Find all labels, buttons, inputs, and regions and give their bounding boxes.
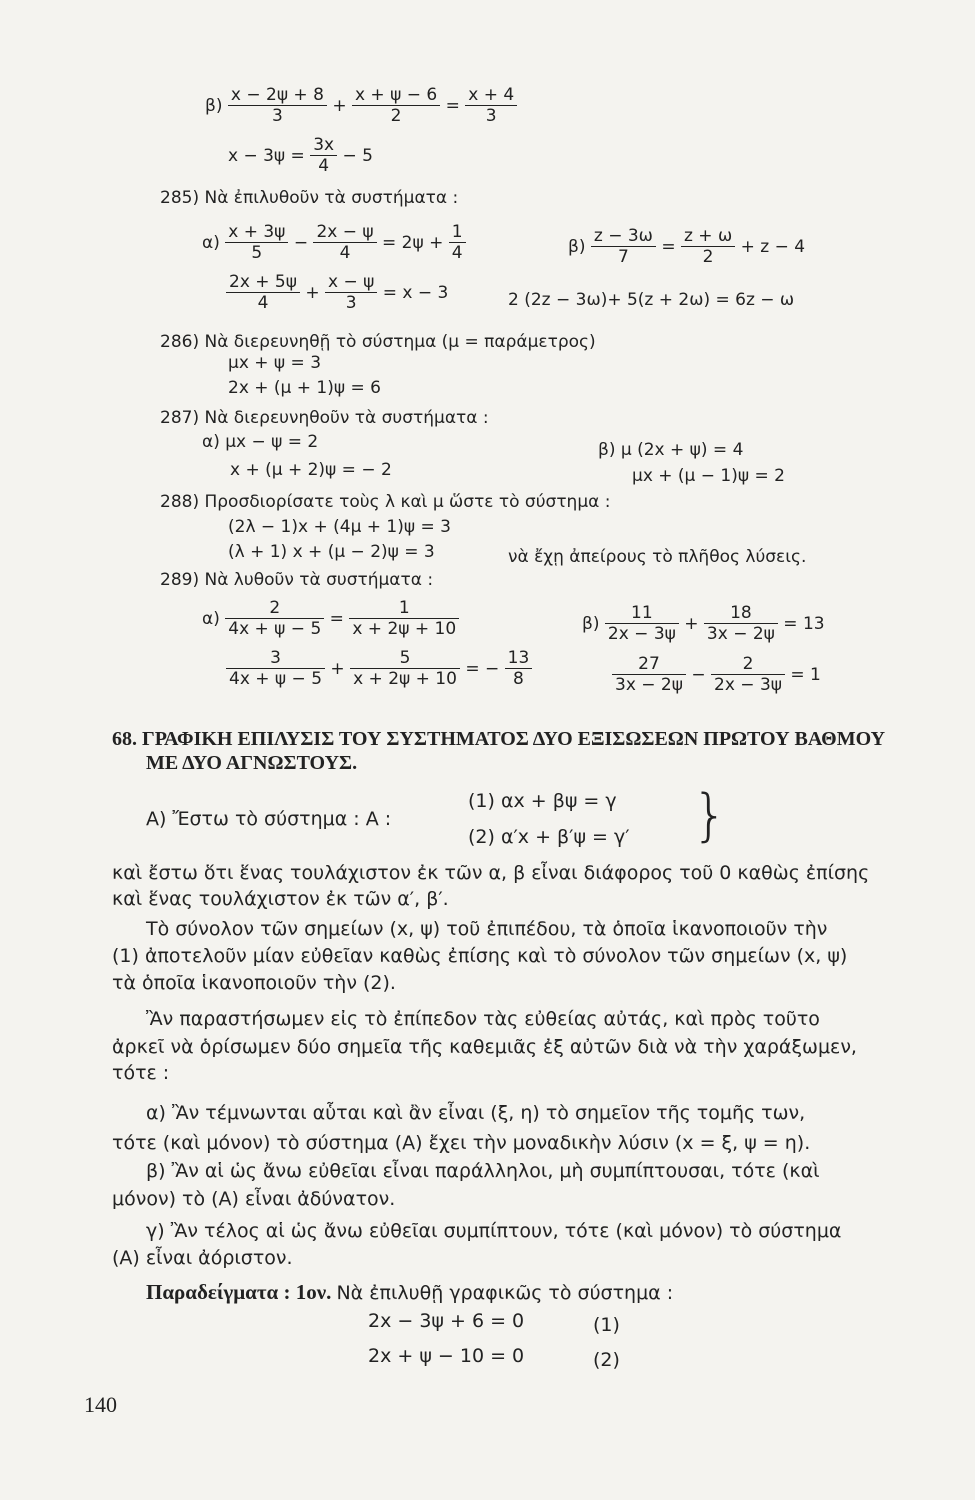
example-eq2-number: (2) bbox=[593, 1349, 620, 1371]
paragraph1-line2: καὶ ἕνας τουλάχιστον ἐκ τῶν α′, β′. bbox=[112, 888, 449, 910]
ex287-title: 287) Νὰ διερευνηθοῦν τὰ συστήματα : bbox=[160, 408, 489, 428]
case-a-line1: α) Ἂν τέμνωνται αὗται καὶ ἂν εἶναι (ξ, η) τὸ σημεῖον τῆς τομῆς των, bbox=[146, 1102, 806, 1124]
fraction: $\frac{x - 2\psi + 8}{3}$ bbox=[228, 85, 327, 126]
fraction: $\frac{z - 3\omega}{7}$ bbox=[591, 226, 656, 267]
fraction: $\frac{x + 3\psi}{5}$ bbox=[225, 222, 288, 263]
paragraph2-line2: (1) ἀποτελοῦν μίαν εὐθεῖαν καθὼς ἐπίσης καὶ τὸ σύνολον τῶν σημείων (x, ψ) bbox=[112, 945, 848, 967]
case-c-line2: (Α) εἶναι ἀόριστον. bbox=[112, 1247, 293, 1269]
paragraph2-line3: τὰ ὁποῖα ἱκανοποιοῦν τὴν (2). bbox=[112, 972, 396, 994]
fraction: $\frac{2x + 5\psi}{4}$ bbox=[226, 272, 300, 313]
fraction: $\frac{18}{3x - 2\psi}$ bbox=[704, 603, 778, 644]
fraction: $\frac{x - \psi}{3}$ bbox=[325, 272, 377, 313]
fraction: $\frac{13}{8}$ bbox=[505, 648, 533, 689]
fraction: $\frac{1}{x + 2\psi + 10}$ bbox=[349, 598, 459, 639]
examples-text: Νὰ ἐπιλυθῇ γραφικῶς τὸ σύστημα : bbox=[336, 1282, 674, 1304]
examples-label: Παραδείγματα : 1ον. bbox=[146, 1280, 332, 1304]
fraction: $\frac{3}{4x + \psi - 5}$ bbox=[226, 648, 325, 689]
ex284b-line2: x − 3ψ = $\frac{3x}{4}$ − 5 bbox=[228, 135, 373, 176]
example-eq2: 2x + ψ − 10 = 0 bbox=[368, 1345, 525, 1367]
ex287b-line2: μx + (μ − 1)ψ = 2 bbox=[632, 466, 785, 486]
ex284b-label: β) bbox=[205, 95, 223, 116]
fraction: $\frac{3x}{4}$ bbox=[310, 135, 337, 176]
ex288-line1: (2λ − 1)x + (4μ + 1)ψ = 3 bbox=[228, 517, 451, 537]
ex285a-line1: α) $\frac{x + 3\psi}{5}$ − $\frac{2x - \psi}{4}$ = 2ψ + $\frac{1}{4}$ bbox=[202, 222, 466, 263]
fraction: $\frac{x + \psi - 6}{2}$ bbox=[352, 85, 440, 126]
ex285a-line2: $\frac{2x + 5\psi}{4}$ + $\frac{x - \psi}{3}$ = x − 3 bbox=[226, 272, 448, 313]
case-c-line1: γ) Ἂν τέλος αἱ ὡς ἄνω εὐθεῖαι συμπίπτουν, τότε (καὶ μόνον) τὸ σύστημα bbox=[146, 1220, 842, 1242]
paragraph3-line3: τότε : bbox=[112, 1062, 170, 1084]
fraction: $\frac{z + \omega}{2}$ bbox=[681, 226, 735, 267]
ex289b-line1: β) $\frac{11}{2x - 3\psi}$ + $\frac{18}{3x - 2\psi}$ = 13 bbox=[582, 603, 825, 644]
ex285b-line1: β) $\frac{z - 3\omega}{7}$ = $\frac{z + \omega}{2}$ + z − 4 bbox=[568, 226, 806, 267]
fraction: $\frac{27}{3x - 2\psi}$ bbox=[612, 654, 686, 695]
section-heading-line2: ΜΕ ΔΥΟ ΑΓΝΩΣΤΟΥΣ. bbox=[146, 752, 358, 774]
case-b-line1: β) Ἂν αἱ ὡς ἄνω εὐθεῖαι εἶναι παράλληλοι, μὴ συμπίπτουσαι, τότε (καὶ bbox=[146, 1160, 820, 1182]
paragraph3-line2: ἀρκεῖ νὰ ὁρίσωμεν δύο σημεῖα τῆς καθεμιᾶς ἐξ αὐτῶν διὰ νὰ τὴν χαράξωμεν, bbox=[112, 1036, 857, 1058]
system-intro: Α) Ἔστω τὸ σύστημα : Α : bbox=[146, 808, 392, 830]
ex285-title: 285) Νὰ ἐπιλυθοῦν τὰ συστήματα : bbox=[160, 188, 459, 208]
system-eq2: (2) α′x + β′ψ = γ′ bbox=[468, 826, 630, 848]
case-b-line2: μόνον) τὸ (Α) εἶναι ἀδύνατον. bbox=[112, 1188, 396, 1210]
ex289a-line2: $\frac{3}{4x + \psi - 5}$ + $\frac{5}{x + 2\psi + 10}$ = − $\frac{13}{8}$ bbox=[226, 648, 532, 689]
system-right-brace: } bbox=[692, 783, 728, 848]
ex288-line2: (λ + 1) x + (μ − 2)ψ = 3 bbox=[228, 542, 435, 562]
system-eq1: (1) αx + βψ = γ bbox=[468, 790, 617, 812]
ex287b-line1: β) μ (2x + ψ) = 4 bbox=[598, 440, 744, 460]
ex289b-line2: $\frac{27}{3x - 2\psi}$ − $\frac{2}{2x - 3\psi}$ = 1 bbox=[612, 654, 821, 695]
fraction: $\frac{x + 4}{3}$ bbox=[465, 85, 517, 126]
fraction: $\frac{2}{4x + \psi - 5}$ bbox=[225, 598, 324, 639]
case-a-line2: τότε (καὶ μόνον) τὸ σύστημα (Α) ἔχει τὴν μοναδικὴν λύσιν (x = ξ, ψ = η). bbox=[112, 1132, 811, 1154]
paragraph1-line1: καὶ ἔστω ὅτι ἕνας τουλάχιστον ἐκ τῶν α, β εἶναι διάφορος τοῦ 0 καθὼς ἐπίσης bbox=[112, 862, 870, 884]
examples-line bbox=[146, 1280, 673, 1305]
ex288-note: νὰ ἔχῃ ἀπείρους τὸ πλῆθος λύσεις. bbox=[508, 547, 807, 567]
paragraph3-line1: Ἂν παραστήσωμεν εἰς τὸ ἐπίπεδον τὰς εὐθείας αὐτάς, καὶ πρὸς τοῦτο bbox=[146, 1008, 820, 1030]
ex284b-line1: β) $\frac{x - 2\psi + 8}{3}$ + $\frac{x + \psi - 6}{2}$ = $\frac{x + 4}{3}$ bbox=[205, 85, 517, 126]
ex289a-line1: α) $\frac{2}{4x + \psi - 5}$ = $\frac{1}{x + 2\psi + 10}$ bbox=[202, 598, 459, 639]
fraction: $\frac{5}{x + 2\psi + 10}$ bbox=[350, 648, 460, 689]
fraction: $\frac{2}{2x - 3\psi}$ bbox=[711, 654, 785, 695]
example-eq1-number: (1) bbox=[593, 1314, 620, 1336]
ex287a-line2: x + (μ + 2)ψ = − 2 bbox=[230, 460, 392, 480]
fraction: $\frac{1}{4}$ bbox=[449, 222, 466, 263]
fraction: $\frac{11}{2x - 3\psi}$ bbox=[605, 603, 679, 644]
ex288-title: 288) Προσδιορίσατε τοὺς λ καὶ μ ὥστε τὸ σύστημα : bbox=[160, 492, 611, 512]
page-number: 140 bbox=[84, 1392, 117, 1417]
ex287a-line1: α) μx − ψ = 2 bbox=[202, 432, 319, 452]
section-heading-line1: 68. ΓΡΑΦΙΚΗ ΕΠΙΛΥΣΙΣ ΤΟΥ ΣΥΣΤΗΜΑΤΟΣ ΔΥΟ ΕΞΙΣΩΣΕΩΝ ΠΡΩΤΟΥ ΒΑΘΜΟΥ bbox=[112, 728, 886, 750]
fraction: $\frac{2x - \psi}{4}$ bbox=[313, 222, 376, 263]
ex286-line2: 2x + (μ + 1)ψ = 6 bbox=[228, 378, 381, 398]
example-eq1: 2x − 3ψ + 6 = 0 bbox=[368, 1310, 525, 1332]
paragraph2-line1: Τὸ σύνολον τῶν σημείων (x, ψ) τοῦ ἐπιπέδου, τὰ ὁποῖα ἱκανοποιοῦν τὴν bbox=[146, 918, 828, 940]
ex285b-line2: 2 (2z − 3ω)+ 5(z + 2ω) = 6z − ω bbox=[508, 290, 795, 310]
ex289-title: 289) Νὰ λυθοῦν τὰ συστήματα : bbox=[160, 570, 434, 590]
ex286-title: 286) Νὰ διερευνηθῇ τὸ σύστημα (μ = παράμετρος) bbox=[160, 332, 596, 352]
ex286-line1: μx + ψ = 3 bbox=[228, 353, 322, 373]
